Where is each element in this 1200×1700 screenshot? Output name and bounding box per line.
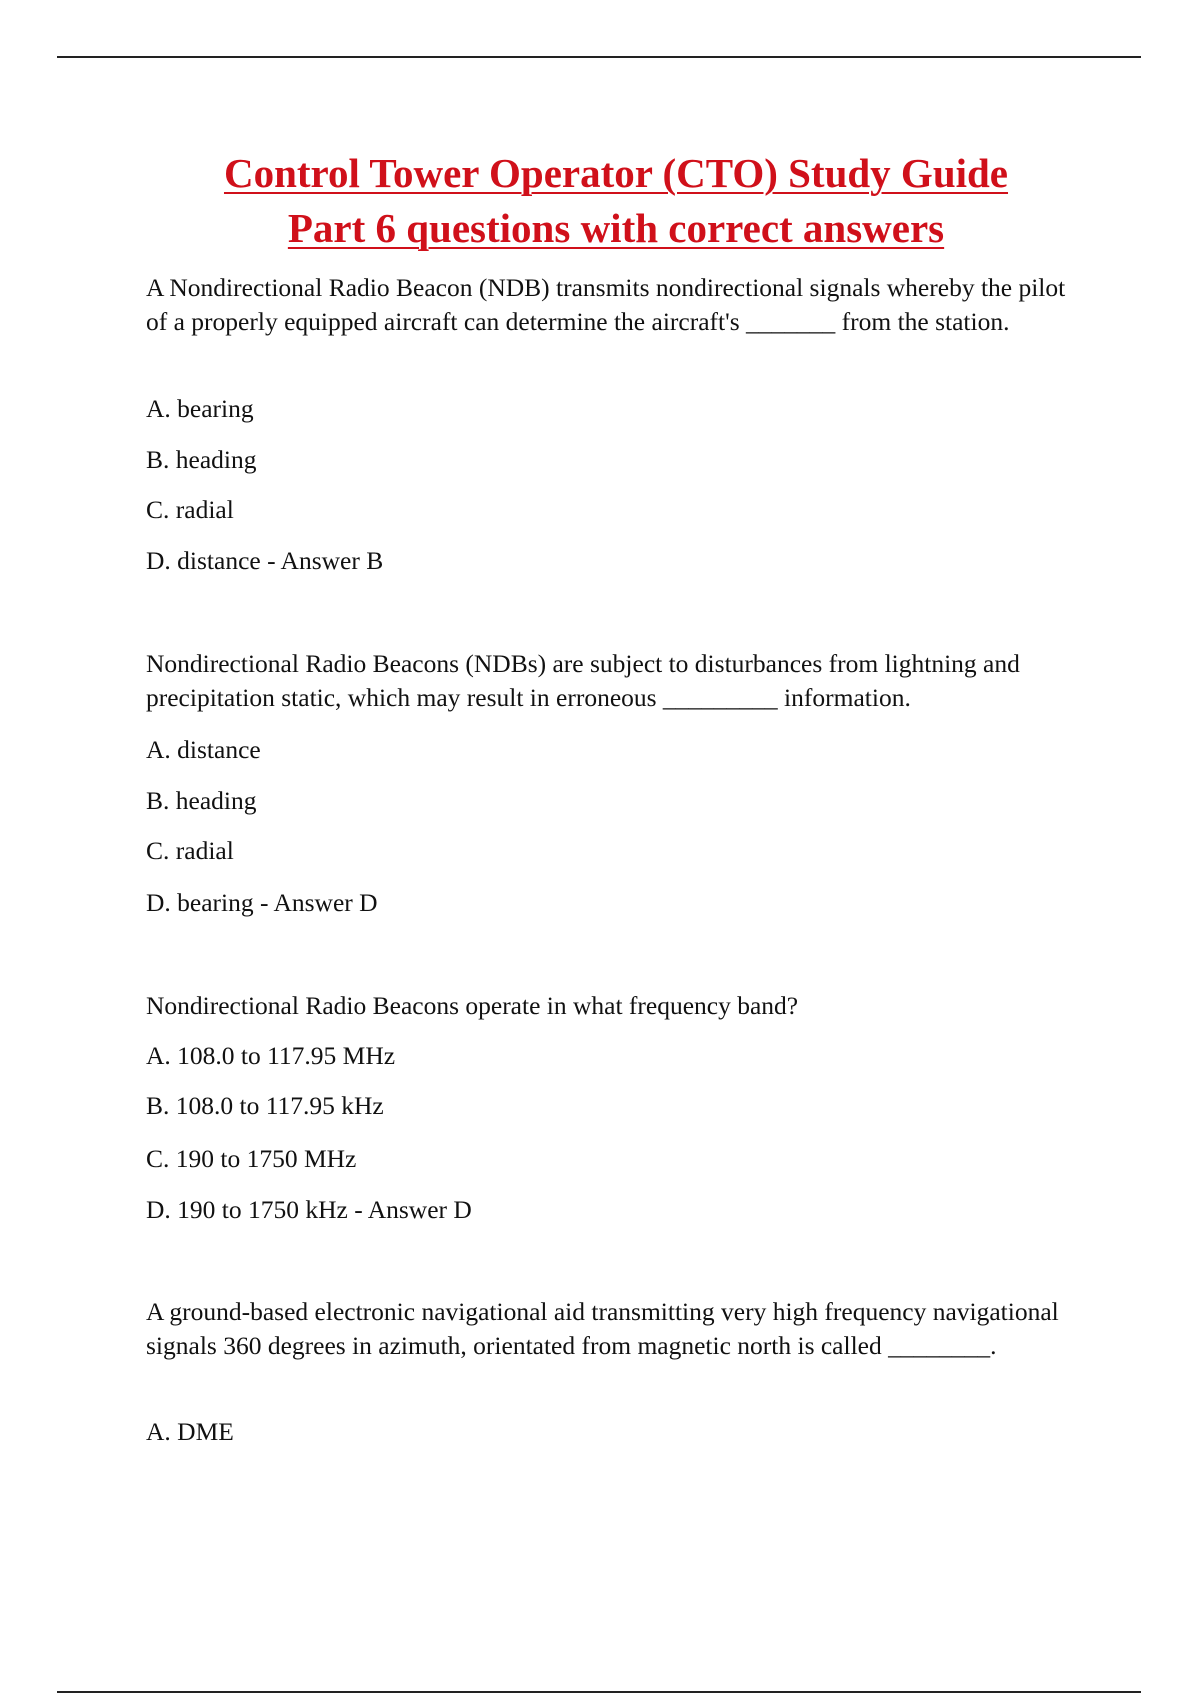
option: A. DME: [146, 1417, 234, 1446]
option: A. bearing: [146, 394, 254, 423]
option: C. 190 to 1750 MHz: [146, 1144, 357, 1173]
option: A. distance: [146, 735, 261, 764]
question-stem: Nondirectional Radio Beacons operate in what frequency band?: [146, 991, 799, 1020]
option: C. radial: [146, 495, 234, 524]
option: B. heading: [146, 786, 257, 815]
option-answer: D. bearing - Answer D: [146, 888, 378, 917]
option-answer: D. distance - Answer B: [146, 546, 384, 575]
option: A. 108.0 to 117.95 MHz: [146, 1041, 396, 1070]
option-answer: D. 190 to 1750 kHz - Answer D: [146, 1195, 472, 1224]
question-stem: A ground-based electronic navigational aid transmitting very high frequency navigational signals 360 degrees in azimuth, orientated from magnetic north is called ________.: [146, 1297, 1059, 1360]
question-3: [146, 989, 1081, 1224]
footer-rule: [57, 1691, 1141, 1693]
question-1: [146, 271, 1081, 575]
option: B. heading: [146, 445, 257, 474]
header-rule: [57, 56, 1141, 58]
title-line-2: Part 6 questions with correct answers: [287, 205, 945, 251]
document-title: [0, 146, 1200, 256]
question-stem: A Nondirectional Radio Beacon (NDB) transmits nondirectional signals whereby the pilot of a properly equipped aircraft can determine the aircraft's _______ from the station.: [146, 273, 1066, 336]
title-line-1: Control Tower Operator (CTO) Study Guide: [223, 150, 1009, 196]
question-4: [146, 1295, 1081, 1446]
option: C. radial: [146, 836, 234, 865]
question-2: [146, 647, 1081, 917]
option: B. 108.0 to 117.95 kHz: [146, 1091, 384, 1120]
question-stem: Nondirectional Radio Beacons (NDBs) are subject to disturbances from lightning and precipitation static, which may result in erroneous _________ information.: [146, 649, 1020, 712]
